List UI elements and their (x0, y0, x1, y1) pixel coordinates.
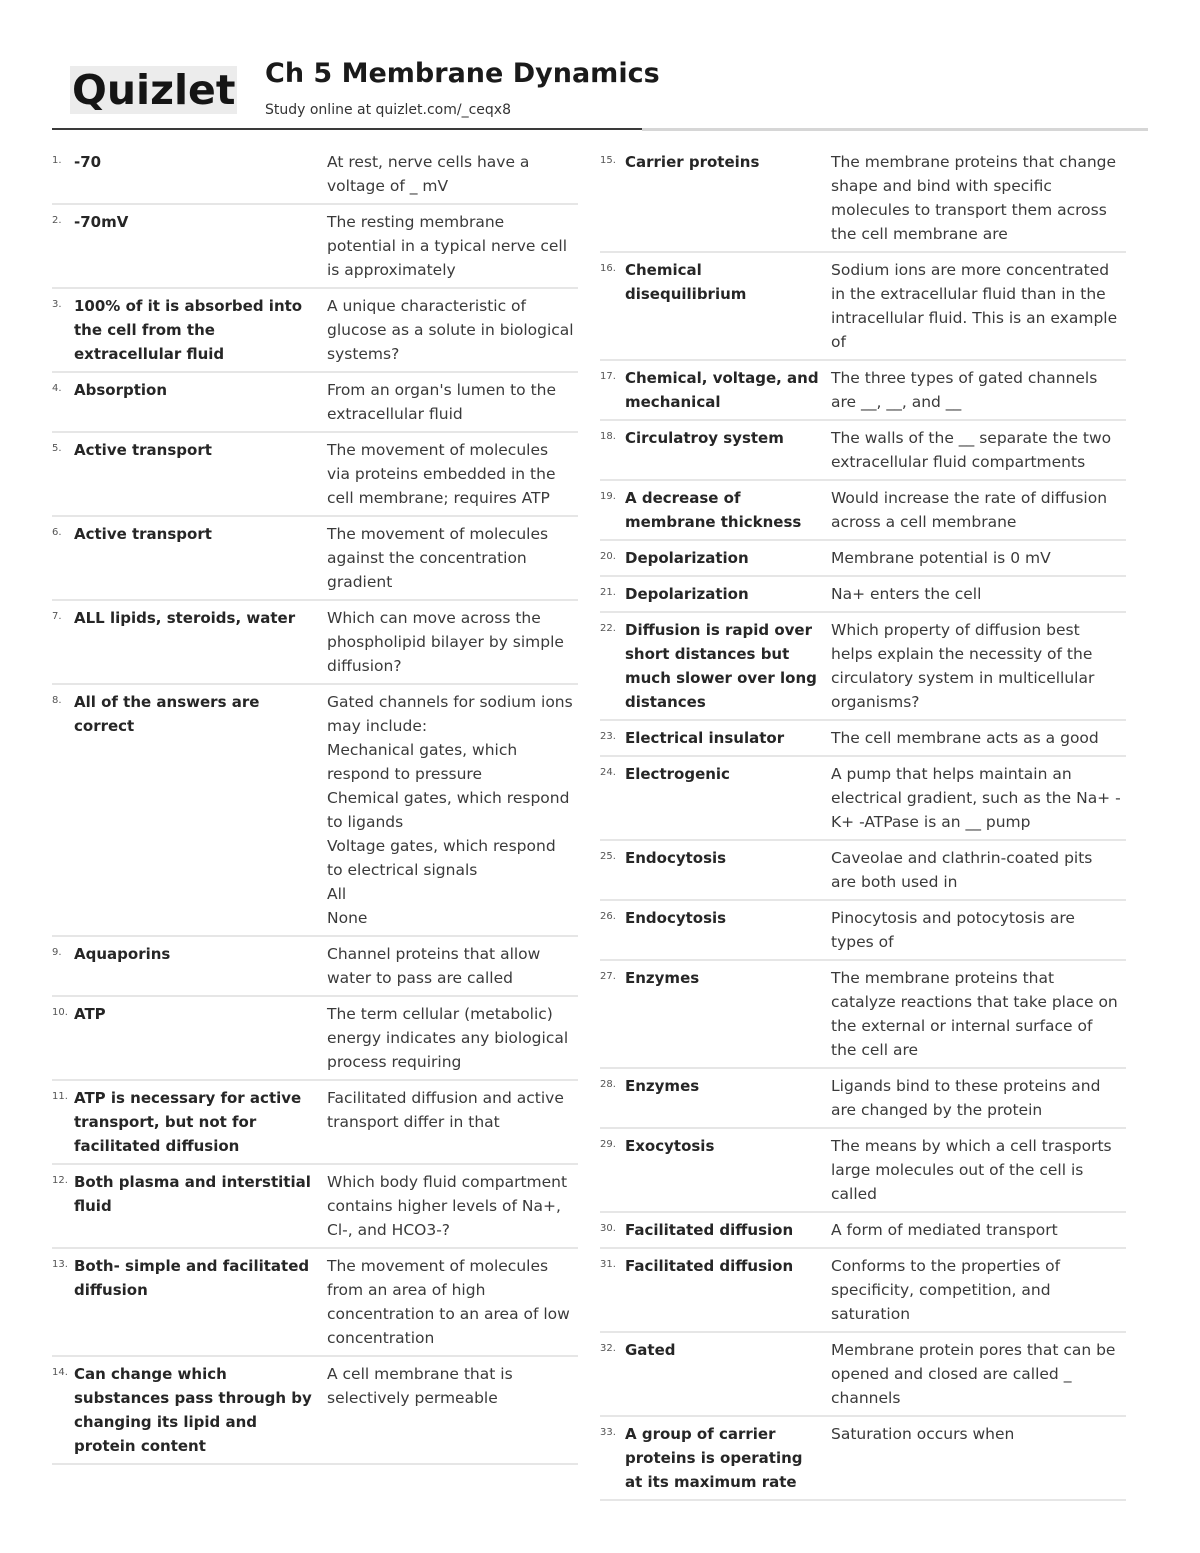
card-term: Endocytosis (625, 849, 727, 867)
card-definition: A pump that helps maintain an electrical gradient, such as the Na+ -K+ -ATPase is an __ pump (831, 765, 1121, 831)
card-term: All of the answers are correct (74, 693, 260, 735)
flashcard-row (600, 613, 1126, 721)
flashcard-row (52, 1165, 578, 1249)
flashcard-row (600, 253, 1126, 361)
flashcard-row (600, 1213, 1126, 1249)
card-term: Active transport (74, 525, 212, 543)
card-definition: The means by which a cell trasports large molecules out of the cell is called (831, 1137, 1112, 1203)
page-header (0, 0, 1200, 140)
card-number: 22. (600, 623, 616, 634)
card-number: 26. (600, 911, 616, 922)
card-definition: The membrane proteins that change shape and bind with specific molecules to transport them across the cell membrane are (831, 153, 1117, 243)
flashcard-row (600, 481, 1126, 541)
card-number: 17. (600, 371, 616, 382)
flashcard-row (600, 721, 1126, 757)
card-definition: Would increase the rate of diffusion across a cell membrane (831, 489, 1108, 531)
study-online-link[interactable]: Study online at quizlet.com/_ceqx8 (265, 102, 511, 118)
flashcard-row (52, 433, 578, 517)
card-number: 11. (52, 1091, 68, 1102)
card-number: 25. (600, 851, 616, 862)
card-term: -70mV (74, 213, 129, 231)
card-definition: A unique characteristic of glucose as a solute in biological systems? (327, 297, 574, 363)
flashcard-row (600, 1333, 1126, 1417)
card-number: 29. (600, 1139, 616, 1150)
flashcard-row (600, 361, 1126, 421)
card-definition: Ligands bind to these proteins and are changed by the protein (831, 1077, 1101, 1119)
card-term: Both plasma and interstitial fluid (74, 1173, 311, 1215)
card-definition: The movement of molecules against the concentration gradient (327, 525, 549, 591)
card-term: Circulatroy system (625, 429, 784, 447)
flashcard-row (52, 685, 578, 937)
card-definition: The membrane proteins that catalyze reactions that take place on the external or internal surface of the cell are (831, 969, 1118, 1059)
flashcard-row (600, 1129, 1126, 1213)
card-definition: Which property of diffusion best helps explain the necessity of the circulatory system in multicellular organisms? (831, 621, 1095, 711)
flashcard-row (52, 1357, 578, 1465)
card-number: 2. (52, 215, 62, 226)
left-card-column (52, 145, 578, 1465)
card-definition: The walls of the __ separate the two extracellular fluid compartments (831, 429, 1112, 471)
flashcard-row (52, 1249, 578, 1357)
right-card-column (600, 145, 1126, 1501)
card-definition: Channel proteins that allow water to pass are called (327, 945, 541, 987)
card-number: 23. (600, 731, 616, 742)
header-divider (52, 128, 642, 130)
card-number: 27. (600, 971, 616, 982)
card-number: 7. (52, 611, 62, 622)
card-term: Chemical, voltage, and mechanical (625, 369, 819, 411)
card-term: Active transport (74, 441, 212, 459)
card-number: 8. (52, 695, 62, 706)
card-term: Electrogenic (625, 765, 730, 783)
card-number: 13. (52, 1259, 68, 1270)
card-number: 31. (600, 1259, 616, 1270)
card-definition: Which body fluid compartment contains higher levels of Na+, Cl-, and HCO3-? (327, 1173, 568, 1239)
card-definition: A form of mediated transport (831, 1221, 1058, 1239)
card-number: 20. (600, 551, 616, 562)
card-term: Absorption (74, 381, 168, 399)
flashcard-row (600, 901, 1126, 961)
card-term: Gated (625, 1341, 676, 1359)
flashcard-row (600, 577, 1126, 613)
card-term: Can change which substances pass through by changing its lipid and protein content (74, 1365, 312, 1455)
card-number: 1. (52, 155, 62, 166)
card-definition: Membrane protein pores that can be opened and closed are called _ channels (831, 1341, 1116, 1407)
card-definition: The resting membrane potential in a typical nerve cell is approximately (327, 213, 568, 279)
card-term: Carrier proteins (625, 153, 760, 171)
card-number: 9. (52, 947, 62, 958)
flashcard-row (52, 1081, 578, 1165)
flashcard-row (600, 421, 1126, 481)
card-definition: Na+ enters the cell (831, 585, 982, 603)
card-term: 100% of it is absorbed into the cell from the extracellular fluid (74, 297, 303, 363)
quizlet-logo: Quizlet (72, 66, 236, 114)
page-title: Ch 5 Membrane Dynamics (265, 58, 660, 89)
card-term: ALL lipids, steroids, water (74, 609, 296, 627)
card-number: 16. (600, 263, 616, 274)
card-term: Both- simple and facilitated diffusion (74, 1257, 310, 1299)
flashcard-row (600, 1417, 1126, 1501)
card-number: 18. (600, 431, 616, 442)
card-term: A decrease of membrane thickness (625, 489, 802, 531)
card-term: Aquaporins (74, 945, 171, 963)
card-definition: The movement of molecules from an area of high concentration to an area of low concentration (327, 1257, 570, 1347)
card-term: Facilitated diffusion (625, 1257, 794, 1275)
card-definition: At rest, nerve cells have a voltage of _ mV (327, 153, 530, 195)
card-definition: Pinocytosis and potocytosis are types of (831, 909, 1075, 951)
card-number: 15. (600, 155, 616, 166)
card-term: ATP is necessary for active transport, but not for facilitated diffusion (74, 1089, 302, 1155)
card-term: Facilitated diffusion (625, 1221, 794, 1239)
card-term: Diffusion is rapid over short distances but much slower over long distances (625, 621, 817, 711)
card-definition: Facilitated diffusion and active transport differ in that (327, 1089, 564, 1131)
card-definition: Saturation occurs when (831, 1425, 1015, 1443)
flashcard-row (52, 145, 578, 205)
card-term: Depolarization (625, 549, 749, 567)
card-term: -70 (74, 153, 102, 171)
flashcard-row (600, 961, 1126, 1069)
card-definition: Which can move across the phospholipid bilayer by simple diffusion? (327, 609, 564, 675)
card-number: 14. (52, 1367, 68, 1378)
card-term: Depolarization (625, 585, 749, 603)
card-definition: The three types of gated channels are __, __, and __ (831, 369, 1098, 411)
card-number: 5. (52, 443, 62, 454)
flashcard-row (52, 289, 578, 373)
card-definition: Membrane potential is 0 mV (831, 549, 1051, 567)
card-number: 19. (600, 491, 616, 502)
card-number: 24. (600, 767, 616, 778)
flashcard-row (600, 757, 1126, 841)
flashcard-row (52, 205, 578, 289)
card-number: 4. (52, 383, 62, 394)
card-definition: From an organ's lumen to the extracellular fluid (327, 381, 557, 423)
card-term: ATP (74, 1005, 106, 1023)
card-definition: The movement of molecules via proteins embedded in the cell membrane; requires ATP (327, 441, 556, 507)
flashcard-row (52, 601, 578, 685)
card-term: Endocytosis (625, 909, 727, 927)
flashcard-row (600, 841, 1126, 901)
card-definition: Gated channels for sodium ions may include: Mechanical gates, which respond to pressure Chemical gates, which respond to ligands Voltage gates, which respond to electrical signals All None (327, 693, 573, 927)
flashcard-row (600, 1069, 1126, 1129)
card-number: 28. (600, 1079, 616, 1090)
card-definition: Caveolae and clathrin-coated pits are both used in (831, 849, 1093, 891)
card-term: Enzymes (625, 969, 700, 987)
card-number: 33. (600, 1427, 616, 1438)
flashcard-row (52, 517, 578, 601)
card-number: 6. (52, 527, 62, 538)
flashcard-row (600, 1249, 1126, 1333)
card-term: Electrical insulator (625, 729, 785, 747)
header-divider-light (642, 128, 1148, 131)
card-number: 30. (600, 1223, 616, 1234)
flashcard-row (52, 997, 578, 1081)
flashcard-row (600, 541, 1126, 577)
card-term: Chemical disequilibrium (625, 261, 747, 303)
card-term: Enzymes (625, 1077, 700, 1095)
card-definition: Conforms to the properties of specificity, competition, and saturation (831, 1257, 1061, 1323)
card-number: 3. (52, 299, 62, 310)
card-number: 12. (52, 1175, 68, 1186)
flashcard-row (600, 145, 1126, 253)
card-term: A group of carrier proteins is operating at its maximum rate (625, 1425, 803, 1491)
card-definition: A cell membrane that is selectively permeable (327, 1365, 513, 1407)
card-term: Exocytosis (625, 1137, 715, 1155)
card-number: 32. (600, 1343, 616, 1354)
card-definition: The term cellular (metabolic) energy indicates any biological process requiring (327, 1005, 569, 1071)
card-number: 21. (600, 587, 616, 598)
flashcard-row (52, 373, 578, 433)
flashcard-row (52, 937, 578, 997)
card-number: 10. (52, 1007, 68, 1018)
card-definition: The cell membrane acts as a good (831, 729, 1099, 747)
card-definition: Sodium ions are more concentrated in the extracellular fluid than in the intracellular fluid. This is an example of (831, 261, 1118, 351)
